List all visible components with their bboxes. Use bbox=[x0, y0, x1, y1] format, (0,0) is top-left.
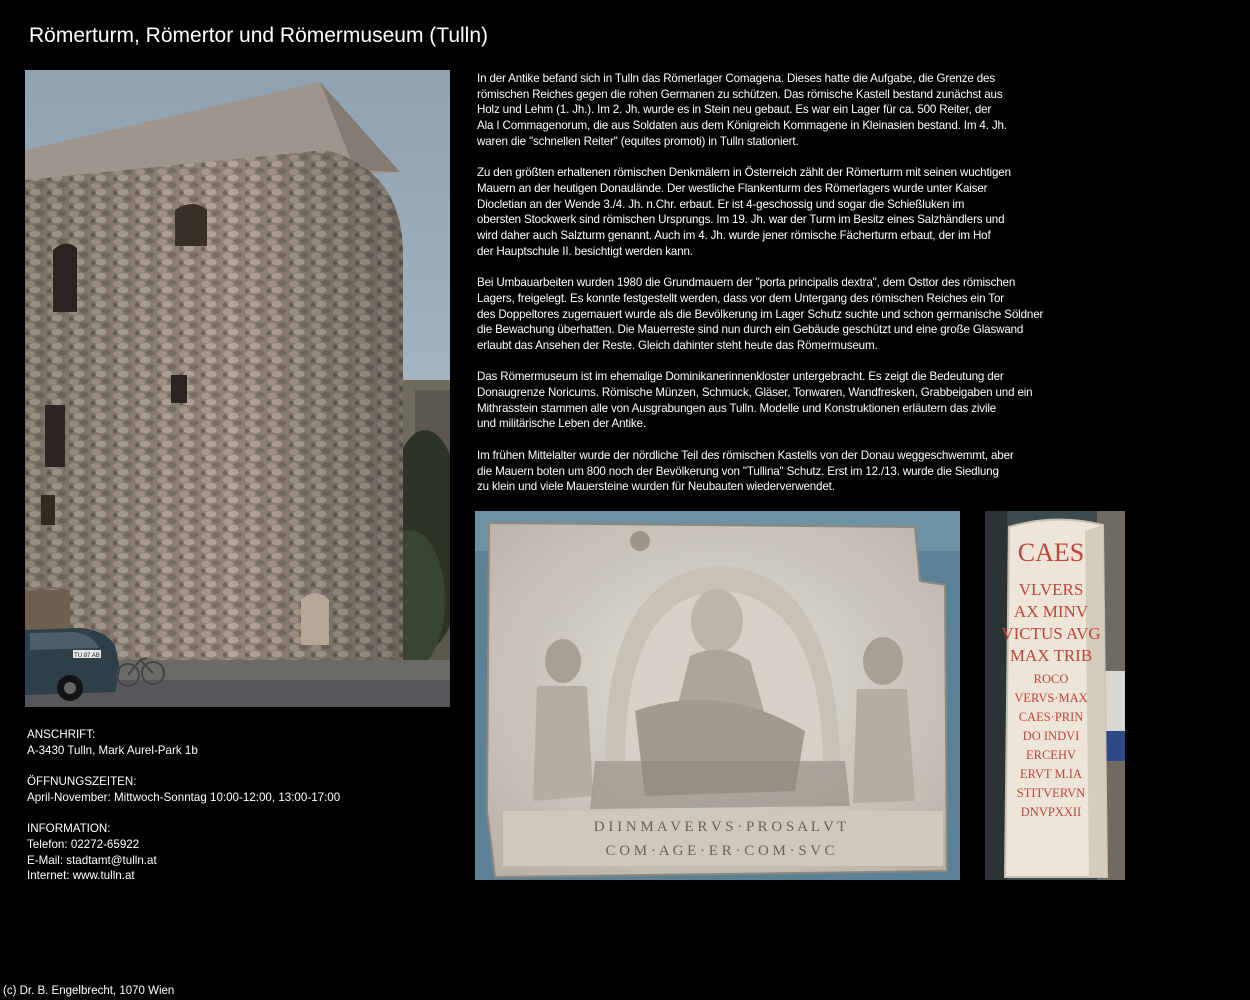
page-title: Römerturm, Römertor und Römermuseum (Tulln) bbox=[29, 24, 488, 47]
information-block bbox=[27, 821, 447, 884]
address-label: ANSCHRIFT: bbox=[27, 728, 96, 741]
website-value: Internet: www.tulln.at bbox=[27, 869, 135, 883]
pillar-inscription-line: DNVPXXII bbox=[1020, 805, 1082, 819]
copyright-footer: (c) Dr. B. Engelbrecht, 1070 Wien bbox=[3, 985, 175, 997]
pillar-inscription-line: VICTUS AVG bbox=[1001, 624, 1101, 643]
relief-inscription-line-1: D I I N M A V E R V S · P R O S A L V T bbox=[593, 819, 847, 835]
opening-hours-value: April-November: Mittwoch-Sonntag 10:00-12:00, 13:00-17:00 bbox=[27, 790, 341, 804]
paragraph-roemerturm: Zu den größten erhaltenen römischen Denkmälern in Österreich zählt der Römerturm mit seinen wuchtigen Mauern an der heutigen Donaulände. Der westliche Flankenturm des Römerlagers wurde unter Kaiser Diocletian an der Wende 3./4. Jh. n.Chr. erbaut. Er ist 4-geschossig und sogar die Schießluken im obersten Stockwerk sind römischen Ursprungs. Im 19. Jh. war der Turm im Besitz eines Salzhändlers und wird daher auch Salzturm genannt. Auch im 4. Jh. wurde jener römische Fächerturm erbaut, der im Hof der Hauptschule II. besichtigt werden kann. bbox=[477, 166, 1011, 258]
description-text bbox=[477, 71, 1097, 511]
email-value: E-Mail: stadtamt@tulln.at bbox=[27, 853, 157, 867]
pillar-inscription-line: ERVT M.IA bbox=[1020, 767, 1082, 781]
pillar-inscription-line: DO INDVI bbox=[1022, 729, 1080, 743]
opening-hours-block bbox=[27, 774, 447, 805]
car-license-plate: TU 87 AB bbox=[74, 653, 100, 659]
pillar-inscription-line: VLVERS bbox=[1018, 580, 1084, 599]
visitor-info bbox=[27, 727, 447, 900]
address-value: A-3430 Tulln, Mark Aurel-Park 1b bbox=[27, 743, 198, 757]
information-label: INFORMATION: bbox=[27, 822, 111, 836]
mithras-relief-photo bbox=[475, 511, 960, 880]
phone-value: Telefon: 02272-65922 bbox=[27, 837, 140, 851]
pillar-inscription-line: ROCO bbox=[1033, 672, 1069, 686]
opening-hours-label: ÖFFNUNGSZEITEN: bbox=[27, 775, 137, 789]
paragraph-history: In der Antike befand sich in Tulln das Römerlager Comagena. Dieses hatte die Aufgabe, die Grenze des römischen Reiches gegen die rohen Germanen zu schützen. Das römische Kastell bestand zunächst aus Holz und Lehm (1. Jh.). Im 2. Jh. wurde es in Stein neu gebaut. Es war ein Lager für ca. 500 Reiter, der Ala I Commagenorum, die aus Soldaten aus dem Königreich Kommagene in Kleinasien bestand. Im 4. Jh. waren die "schnellen Reiter" (equites promoti) in Tulln stationiert. bbox=[477, 72, 1007, 148]
pillar-inscription-line: AX MINV bbox=[1013, 602, 1089, 621]
pillar-inscription-line: VERVS·MAX bbox=[1014, 691, 1088, 705]
paragraph-mittelalter: Im frühen Mittelalter wurde der nördliche Teil des römischen Kastells von der Donau weggeschwemmt, aber die Mauern boten um 800 noch der Bevölkerung von "Tullina" Schutz. Erst im 12./13. wurde die Siedlung zu klein und viele Mauersteine wurden für Neubauten wiederverwendet. bbox=[477, 448, 1014, 494]
roemerturm-photo bbox=[25, 70, 450, 707]
pillar-inscription-line: MAX TRIB bbox=[1009, 646, 1093, 665]
inscribed-pillar-photo bbox=[985, 511, 1125, 880]
paragraph-roemermuseum: Das Römermuseum ist im ehemalige Dominikanerinnenkloster untergebracht. Es zeigt die Bedeutung der Donaugrenze Noricums. Römische Münzen, Schmuck, Gläser, Tonwaren, Wandfresken, Grabbeigaben und ein Mithrasstein stammen alle von Ausgrabungen aus Tulln. Modelle und Konstruktionen erläutern das zivile und militärische Leben der Antike. bbox=[477, 370, 1033, 431]
pillar-inscription-line: STITVERVN bbox=[1016, 786, 1086, 800]
pillar-inscription-line: CAES bbox=[1017, 538, 1085, 567]
paragraph-roemertor: Bei Umbauarbeiten wurden 1980 die Grundmauern der "porta principalis dextra", dem Osttor des römischen Lagers, freigelegt. Es konnte festgestellt werden, dass vor dem Untergang des römischen Reiches ein Tor des Doppeltores zugemauert wurde als die Bevölkerung im Lager Schutz suchte und schon germanische Söldner die Bewachung überhatten. Die Mauerreste sind nun durch ein Gebäude geschützt und eine große Glaswand erlaubt das Ansehen der Reste. Gleich dahinter steht heute das Römermuseum. bbox=[477, 276, 1044, 352]
pillar-inscription-line: CAES·PRIN bbox=[1018, 710, 1084, 724]
relief-inscription-line-2: C O M · A G E · E R · C O M · S V C bbox=[605, 843, 835, 859]
address-block bbox=[27, 727, 447, 758]
pillar-inscription-line: ERCEHV bbox=[1026, 748, 1076, 762]
